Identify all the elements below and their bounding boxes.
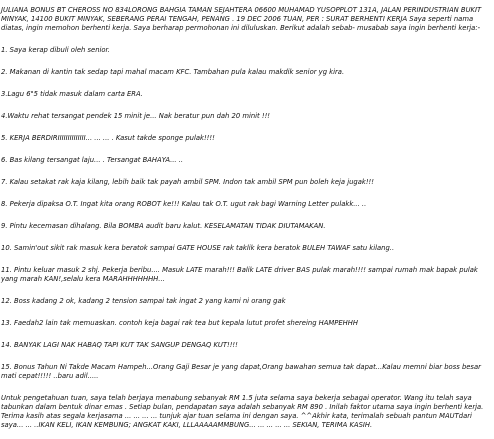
reason-9: 9. Pintu kecemasan dihalang. Bila BOMBA audit baru kalut. KESELAMATAN TIDAK DIUTAMAKAN. xyxy=(1,222,326,230)
reason-14: 14. BANYAK LAGI NAK HABAQ TAPI KUT TAK SANGUP DENGAQ KUT!!!! xyxy=(1,341,238,349)
reason-3: 3.Lagu 6"5 tidak masuk dalam carta ERA. xyxy=(1,90,143,98)
reason-4: 4.Waktu rehat tersangat pendek 15 minit je... Nak beratur pun dah 20 minit !!! xyxy=(1,112,271,120)
reason-1: 1. Saya kerap dibuli oleh senior. xyxy=(1,46,110,54)
reason-10: 10. Samin'out sikit rak masuk kera beratok sampai GATE HOUSE rak taklik kera beratok BULEH TAWAF satu kilang.. xyxy=(1,244,395,252)
reason-6: 6. Bas kilang tersangat laju... . Tersangat BAHAYA... .. xyxy=(1,156,184,164)
reason-15: 15. Bonus Tahun Ni Takde Macam Hampeh...Orang Gaji Besar je yang dapat,Orang bawahan semua tak dapat...Kalau memni biar boss besar mati cepat!!!!! ..baru adil..... xyxy=(1,363,481,380)
reason-7: 7. Kalau setakat rak kaja kilang, lebih baik tak payah ambil SPM. Indon tak ambil SPM pun boleh keja jugak!!! xyxy=(1,178,374,186)
letter-document xyxy=(1,6,491,430)
reason-2: 2. Makanan di kantin tak sedap tapi mahal macam KFC. Tambahan pula kalau makdik senior yg kira. xyxy=(1,68,345,76)
reason-5: 5. KERJA BERDIRIIIIIIIIIIIIII... ... ... . Kasut takde sponge pulak!!!! xyxy=(1,134,215,142)
letter-header-paragraph: JULIANA BONUS BT CHEROSS NO 834LORONG BAHGIA TAMAN SEJAHTERA 06600 MUHAMAD YUSOPPLOT 131A, JALAN PERINDUSTRIAN BUKIT MINYAK, 14100 BUKIT MINYAK, SEBERANG PERAI TENGAH, PENANG . 19 DEC 2006 TUAN, PER : SURAT BERHENTI KERJA Saya seperti nama diatas, ingin memohon berhenti kerja. Saya berharap permohonan ini diluluskan. Berikut adalah sebab- musabab saya ingin berhenti kerja:- xyxy=(1,6,482,32)
reason-13: 13. Faedah2 lain tak memuaskan. contoh keja bagai rak tea but kepala lutut profet shereing HAMPEHHH xyxy=(1,319,359,327)
reason-8: 8. Pekerja dipaksa O.T. Ingat kita orang ROBOT ke!!! Kalau tak O.T. ugut rak bagi Warning Letter pulakk... .. xyxy=(1,200,367,208)
reason-12: 12. Boss kadang 2 ok, kadang 2 tension sampai tak ingat 2 yang kami ni orang gak xyxy=(1,297,286,305)
reason-11: 11. Pintu keluar masuk 2 shj. Pekerja beribu.... Masuk LATE marah!!! Balik LATE driver BAS pulak marah!!!! sampai rumah mak bapak pulak yang marah KAN!,selalu kera MARAHHHHHHH... xyxy=(1,266,478,283)
letter-closing-paragraph: Untuk pengetahuan tuan, saya telah berjaya menabung sebanyak RM 1.5 juta selama saya bekerja sebagai operator. Wang itu telah saya tabunkan dalam bentuk dinar emas . Setiap bulan, pendapatan saya adalah sebanyak RM 890 . Inilah faktor utama saya ingin berhenti kerja. Terima kasih atas segala kerjasama ... ... ... ... tunjuk ajar tuan selama ini dengan saya. ^^Akhir kata, terimalah sebuah pantun MAUTdari saya... ... ..IKAN KELI, IKAN KEMBUNG; ANGKAT KAKI, LLLAAAAAMMBUNG... ... ... ... ... SEKIAN, TERIMA KASIH. xyxy=(1,394,484,429)
